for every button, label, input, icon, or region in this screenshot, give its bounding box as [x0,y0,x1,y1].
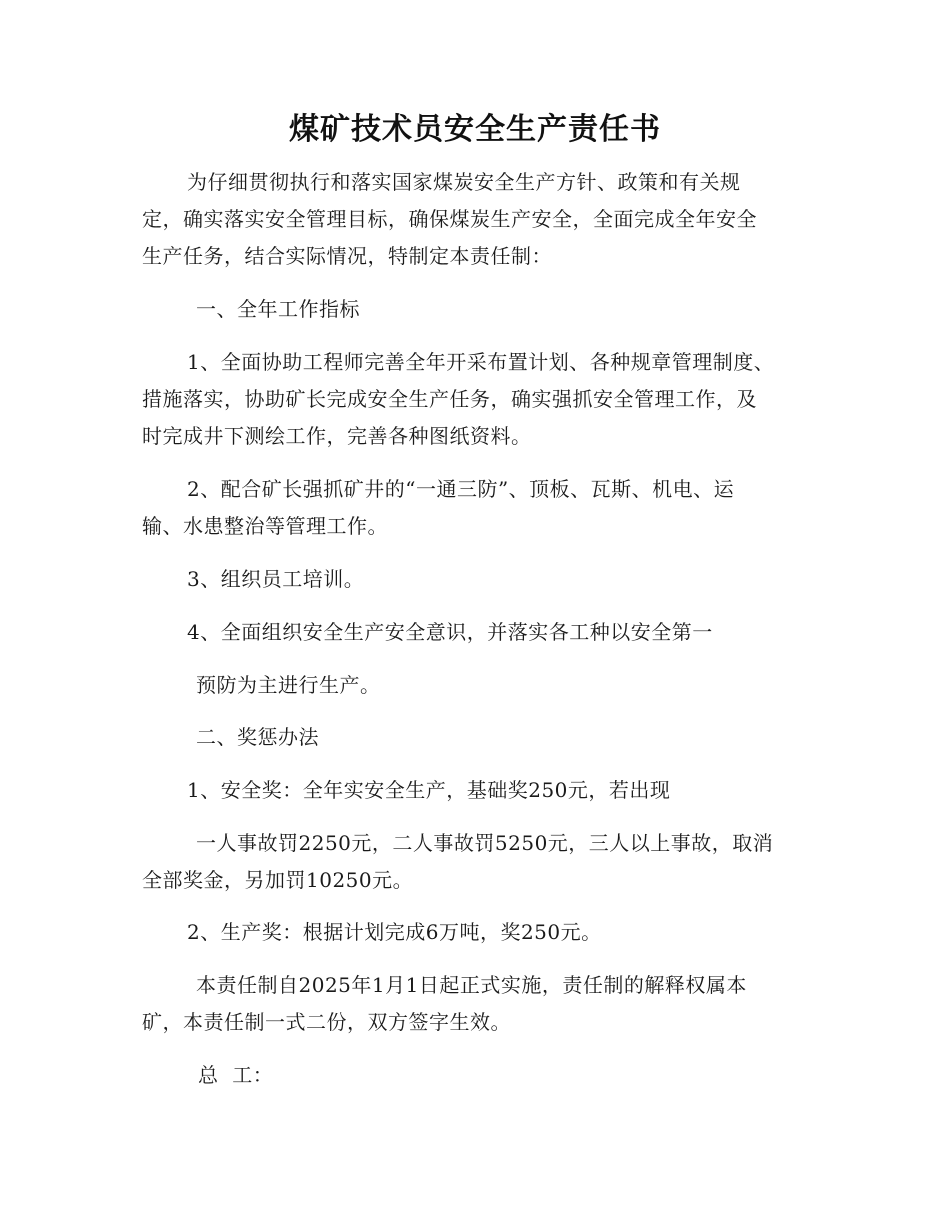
item-1-line-2: 措施落实，协助矿长完成安全生产任务，确实强抓安全管理工作，及 [142,387,757,411]
intro-line-2: 定，确实落实安全管理目标，确保煤炭生产安全，全面完成全年安全 [142,207,757,231]
item-4-line-1: 4、全面组织安全生产安全意识，并落实各工种以安全第一 [187,620,713,644]
signature-label: 总 工： [198,1063,274,1087]
item-4-line-2: 预防为主进行生产。 [196,673,381,697]
item-2-line-2: 输、水患整治等管理工作。 [142,514,388,538]
closing-line-2: 矿，本责任制一式二份，双方签字生效。 [142,1010,511,1034]
intro-line-3: 生产任务，结合实际情况，特制定本责任制： [142,244,552,268]
item-1-line-3: 时完成井下测绘工作，完善各种图纸资料。 [142,424,532,448]
intro-line-1: 为仔细贯彻执行和落实国家煤炭安全生产方针、政策和有关规 [187,170,741,194]
item-1-line-1: 1、全面协助工程师完善全年开采布置计划、各种规章管理制度、 [187,350,775,374]
reward-1-line-1: 1、安全奖：全年实安全生产，基础奖250元，若出现 [187,778,671,802]
item-2-line-1: 2、配合矿长强抓矿井的“一通三防”、顶板、瓦斯、机电、运 [187,477,735,501]
reward-2: 2、生产奖：根据计划完成6万吨，奖250元。 [187,920,602,944]
reward-1-line-3: 全部奖金，另加罚10250元。 [142,868,414,892]
section-heading-rewards: 二、奖惩办法 [196,725,319,749]
reward-1-line-2: 一人事故罚2250元，二人事故罚5250元，三人以上事故，取消 [196,831,774,855]
closing-line-1: 本责任制自2025年1月1日起正式实施，责任制的解释权属本 [196,973,747,997]
section-heading-work-targets: 一、全年工作指标 [196,297,360,321]
item-3: 3、组织员工培训。 [187,567,365,591]
document-title: 煤矿技术员安全生产责任书 [289,112,661,147]
